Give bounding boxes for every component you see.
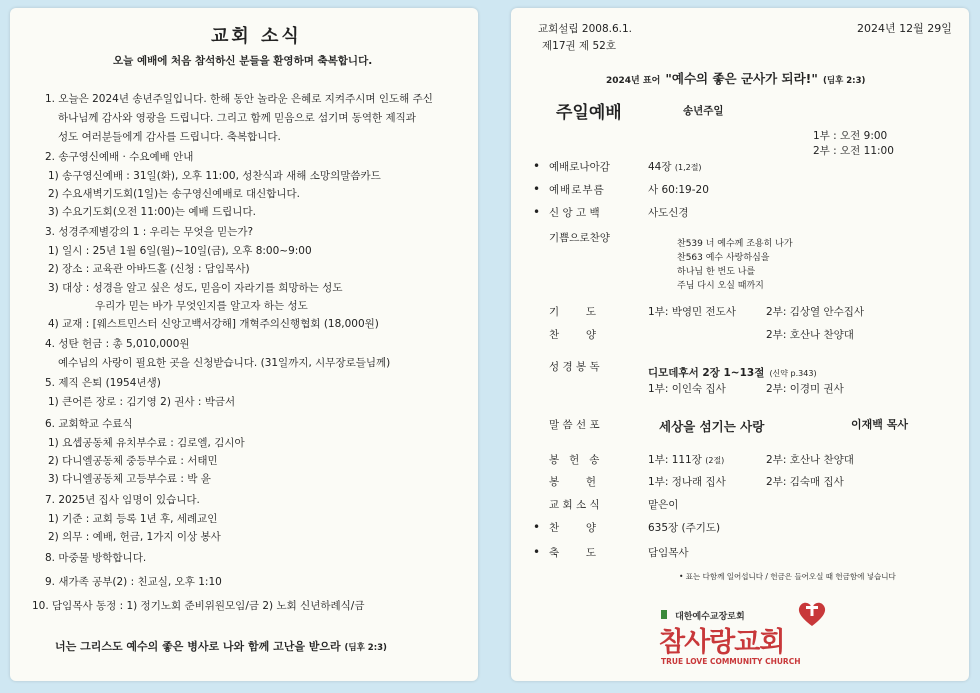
offering-song: 1부: 111장 (648, 454, 702, 466)
logo-denomination-text: 대한예수교장로회 (675, 612, 745, 622)
order-value: 2부: 김숙매 집사 (766, 476, 844, 488)
entrance-hymn: 44장 (648, 161, 672, 173)
logo-english-name: TRUE LOVE COMMUNITY CHURCH (661, 657, 801, 666)
order-value: 2부: 호산나 찬양대 (766, 454, 854, 466)
news-line: 1) 큰어른 장로 : 김기영 2) 권사 : 박금서 (48, 396, 236, 408)
praise-song: 찬539 너 예수께 조용히 나가 (677, 239, 793, 249)
praise-song: 하나님 한 번도 나를 (677, 267, 756, 277)
news-line: 1) 송구영신예배 : 31일(화), 오후 11:00, 성찬식과 새해 소망의말씀카드 (48, 170, 381, 182)
news-line: 2) 수요새벽기도회(1일)는 송구영신예배로 대신합니다. (48, 188, 301, 200)
entrance-note: (1,2절) (674, 163, 702, 172)
order-label: 말 씀 선 포 (549, 419, 600, 431)
news-line: 3. 성경주제별강의 1 : 우리는 무엇을 믿는가? (45, 226, 254, 238)
news-line: 하나님께 감사와 영광을 드립니다. 그리고 함께 믿음으로 섬기며 동역한 제직과 (58, 112, 416, 124)
stand-bullet: • (533, 205, 541, 219)
footer-verse (55, 638, 387, 654)
order-label: 찬 양 (549, 522, 596, 534)
offering-song-note: (2절) (705, 456, 725, 465)
stand-bullet: • (533, 520, 541, 534)
praise-song: 주님 다시 오실 때까지 (677, 281, 764, 291)
order-value (648, 161, 702, 174)
order-value: 635장 (주기도) (648, 522, 721, 534)
order-value: 1부: 이인숙 집사 (648, 383, 726, 395)
motto-text: "예수의 좋은 군사가 되라!" (665, 71, 818, 86)
order-value: 2부: 이경미 권사 (766, 383, 844, 395)
motto (606, 68, 865, 87)
praise-song: 찬563 예수 사랑하심을 (677, 253, 770, 263)
order-label: 기 도 (549, 306, 596, 318)
order-value (648, 361, 817, 380)
order-label: 축 도 (549, 547, 596, 559)
worship-order-page (511, 8, 969, 681)
order-value (648, 454, 724, 467)
volume-text: 제17권 제 52호 (542, 40, 616, 52)
stand-bullet: • (533, 545, 541, 559)
reading-passage: 디모데후서 2장 1~13절 (648, 367, 765, 379)
news-line: 3) 대상 : 성경을 알고 싶은 성도, 믿음이 자라기를 희망하는 성도 (48, 282, 343, 294)
news-line: 3) 수요기도회(오전 11:00)는 예배 드립니다. (48, 206, 256, 218)
service-subtitle: 송년주일 (683, 105, 724, 117)
stand-bullet: • (533, 182, 541, 196)
order-value: 1부: 박영민 전도사 (648, 306, 736, 318)
order-label: 예배로나아감 (549, 161, 610, 173)
footer-verse-ref: (딤후 2:3) (344, 643, 387, 653)
welcome-text: 오늘 예배에 처음 참석하신 분들을 환영하며 축복합니다. (113, 55, 373, 67)
news-line: 3) 다니엘공동체 고등부수료 : 박 윤 (48, 473, 211, 485)
news-line: 7. 2025년 집사 임명이 있습니다. (45, 494, 200, 506)
news-line: 9. 새가족 공부(2) : 친교실, 오후 1:10 (45, 576, 222, 588)
news-line: 2. 송구영신예배 · 수요예배 안내 (45, 151, 194, 163)
order-label: 찬 양 (549, 329, 596, 341)
news-line: 1) 기준 : 교회 등록 1년 후, 세례교인 (48, 513, 218, 525)
news-line: 5. 제직 은퇴 (1954년생) (45, 377, 161, 389)
news-line: 4) 교재 : [웨스트민스터 신앙고백서강해] 개혁주의신행협회 (18,000원) (48, 318, 379, 330)
news-line: 8. 마중물 방학합니다. (45, 552, 147, 564)
order-label: 교 회 소 식 (549, 499, 600, 511)
news-line: 우리가 믿는 바가 무엇인지를 알고자 하는 성도 (95, 300, 308, 312)
sermon-preacher: 이재백 목사 (851, 418, 908, 431)
news-line: 1. 오늘은 2024년 송년주일입니다. 한해 동안 놀라운 은혜로 지켜주시며 인도해 주신 (45, 93, 433, 105)
news-line: 2) 다니엘공동체 중등부수료 : 서태민 (48, 455, 218, 467)
founded-text: 교회설립 2008.6.1. (538, 23, 633, 35)
order-value: 담임목사 (648, 547, 689, 559)
church-logo (659, 598, 829, 678)
news-line: 1) 요셉공동체 유치부수료 : 김로엘, 김시아 (48, 437, 245, 449)
news-line: 2) 장소 : 교육관 아바드홀 (신청 : 담임목사) (48, 263, 250, 275)
order-note: • 표는 다함께 일어섭니다 / 헌금은 들어오실 때 헌금함에 넣습니다 (679, 572, 896, 581)
reading-note: (신약 p.343) (769, 369, 817, 378)
praise-list (677, 237, 793, 293)
stand-bullet: • (533, 159, 541, 173)
order-label: 신 앙 고 백 (549, 207, 600, 219)
news-title: 교회 소식 (211, 26, 302, 47)
service-title: 주일예배 (556, 103, 622, 123)
order-label: 예배로부름 (549, 184, 605, 196)
sermon-title: 세상을 섬기는 사랑 (659, 419, 765, 434)
leaf-icon (661, 610, 667, 619)
order-value: 2부: 김상열 안수집사 (766, 306, 865, 318)
news-line: 6. 교회학교 수료식 (45, 418, 133, 430)
motto-prefix: 2024년 표어 (606, 76, 661, 86)
motto-ref: (딤후 2:3) (823, 76, 866, 86)
news-line: 10. 담임목사 동정 : 1) 정기노회 준비위원모임/금 2) 노회 신년하례식/금 (32, 600, 365, 612)
service-time-2: 2부 : 오전 11:00 (813, 145, 894, 157)
footer-verse-text: 너는 그리스도 예수의 좋은 병사로 나와 함께 고난을 받으라 (55, 640, 341, 653)
logo-church-name: 참사랑교회 (659, 627, 785, 658)
service-time-1: 1부 : 오전 9:00 (813, 130, 888, 142)
church-news-page (10, 8, 478, 681)
order-label: 기쁨으로찬양 (549, 232, 610, 244)
bulletin-date: 2024년 12월 29일 (857, 22, 952, 35)
news-line: 4. 성탄 헌금 : 총 5,010,000원 (45, 338, 190, 350)
order-value: 1부: 정나래 집사 (648, 476, 726, 488)
order-value: 맡은이 (648, 499, 679, 511)
news-line: 2) 의무 : 예배, 헌금, 1가지 이상 봉사 (48, 531, 221, 543)
heart-cross-icon (795, 598, 829, 628)
news-line: 1) 일시 : 25년 1월 6일(월)~10일(금), 오후 8:00~9:00 (48, 245, 312, 257)
news-line: 예수님의 사랑이 필요한 곳을 신청받습니다. (31일까지, 시무장로들님께) (58, 357, 391, 369)
order-value: 사도신경 (648, 207, 689, 219)
news-line: 성도 여러분들에게 감사를 드립니다. 축복합니다. (58, 131, 281, 143)
order-label: 봉 헌 송 (549, 454, 600, 466)
order-value: 2부: 호산나 찬양대 (766, 329, 854, 341)
order-label: 성 경 봉 독 (549, 361, 600, 373)
order-label: 봉 헌 (549, 476, 596, 488)
order-value: 사 60:19-20 (648, 184, 709, 196)
